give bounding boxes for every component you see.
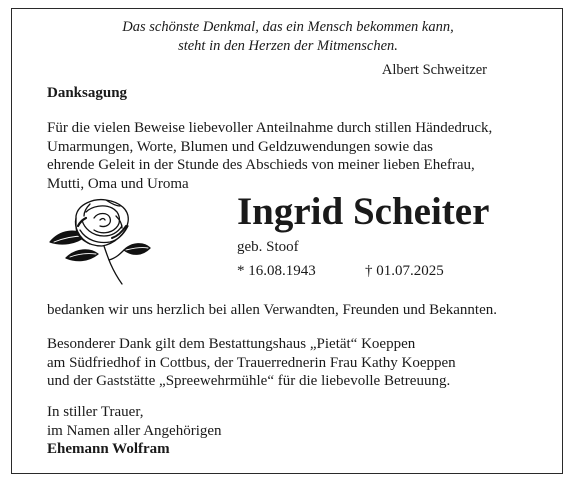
thanks-line: ehrende Geleit in der Stunde des Abschieds von meiner lieben Ehefrau, (47, 157, 475, 173)
birth-date: * 16.08.1943 (237, 263, 316, 279)
notice-heading: Danksagung (47, 85, 128, 101)
quote-line-2: steht in den Herzen der Mitmenschen. (178, 38, 398, 54)
family-thanks: bedanken wir uns herzlich bei allen Verwandten, Freunden und Bekannten. (47, 302, 497, 318)
life-dates (237, 263, 444, 280)
thanks-paragraph (47, 119, 557, 193)
special-thanks-paragraph (47, 335, 456, 391)
quote-line-1: Das schönste Denkmal, das ein Mensch bekommen kann, (122, 19, 454, 35)
thanks-line: Für die vielen Beweise liebevoller Anteilnahme durch stillen Händedruck, (47, 120, 493, 136)
signer-name: Ehemann Wolfram (47, 441, 170, 457)
epigraph-quote (0, 18, 576, 56)
thanks-line: Umarmungen, Worte, Blumen und Geldzuwendungen sowie das (47, 138, 433, 155)
special-thanks-line: und der Gaststätte „Spreewehrmühle“ für die liebevolle Betreuung. (47, 373, 451, 389)
rose-icon (46, 196, 161, 288)
quote-author: Albert Schweitzer (381, 62, 487, 78)
special-thanks-line: am Südfriedhof in Cottbus, der Trauerrednerin Frau Kathy Koeppen (47, 354, 456, 371)
thanks-line: Mutti, Oma und Uroma (47, 175, 189, 192)
closing-line-1: In stiller Trauer, (47, 404, 144, 420)
maiden-name: geb. Stoof (237, 239, 299, 255)
closing-line-2: im Namen aller Angehörigen (47, 422, 222, 439)
special-thanks-line: Besonderer Dank gilt dem Bestattungshaus „Pietät“ Koeppen (47, 336, 416, 352)
closing-block (47, 403, 222, 459)
death-date: † 01.07.2025 (365, 263, 444, 279)
deceased-name: Ingrid Scheiter (237, 190, 490, 233)
